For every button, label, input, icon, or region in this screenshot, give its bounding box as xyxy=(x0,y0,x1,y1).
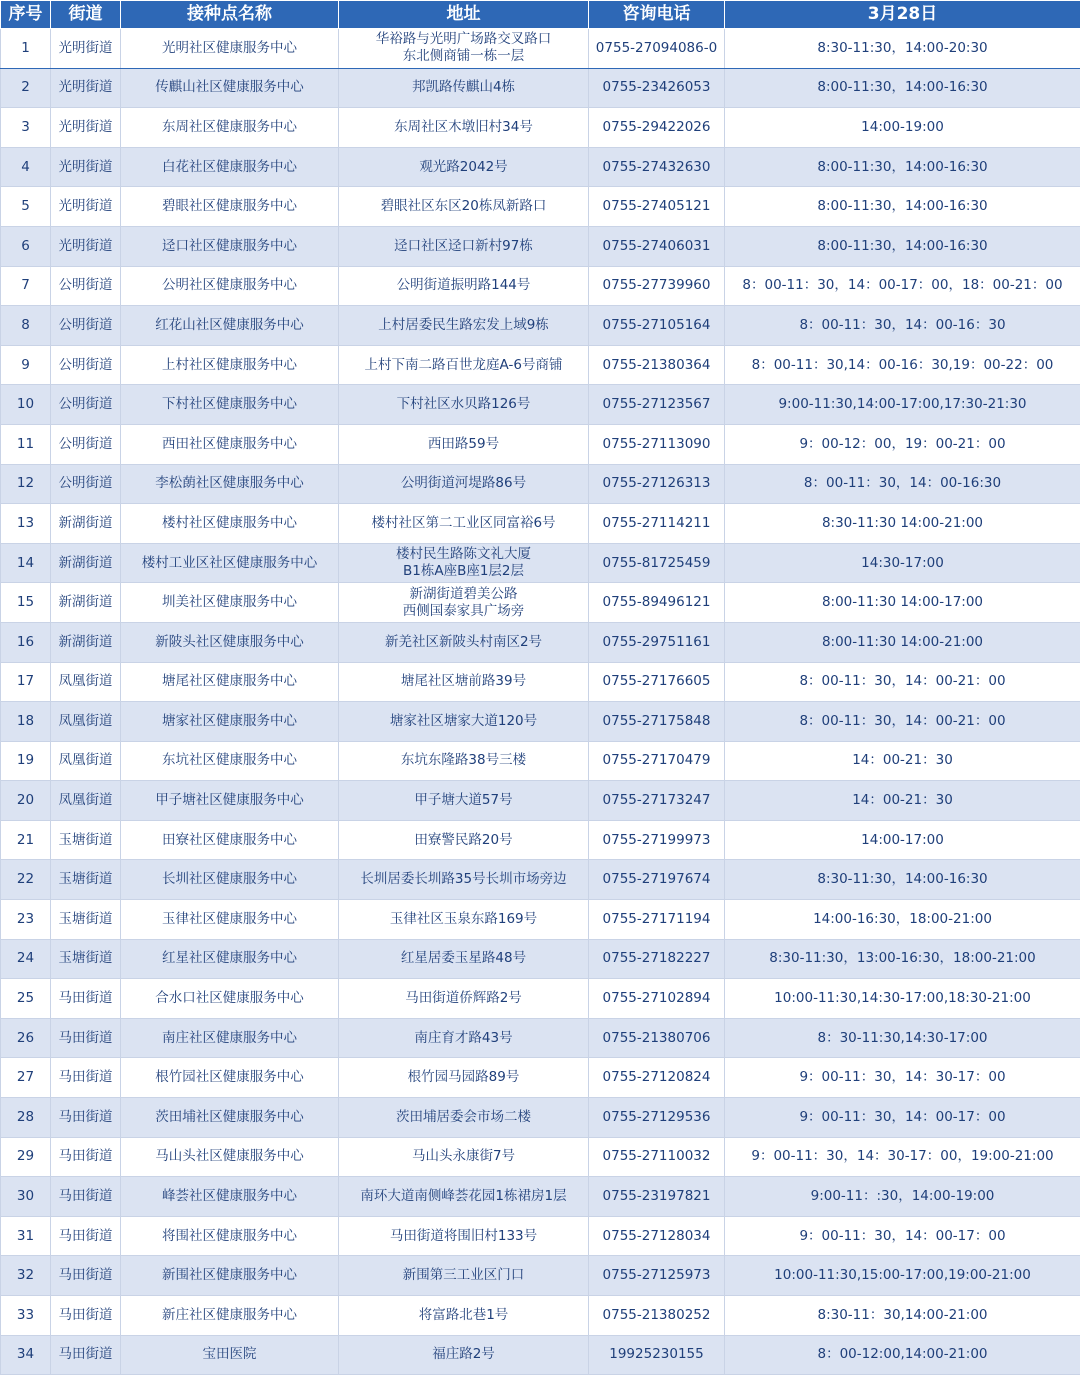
cell-address xyxy=(339,147,589,187)
cell-phone: 0755-27094086-0 xyxy=(589,29,725,69)
cell-phone: 0755-27113090 xyxy=(589,424,725,464)
cell-phone: 0755-21380252 xyxy=(589,1296,725,1336)
cell-hours: 14:00-19:00 xyxy=(725,108,1080,148)
table-row xyxy=(1,226,1080,266)
cell-no: 5 xyxy=(1,187,51,227)
table-row xyxy=(1,29,1080,69)
cell-phone: 0755-27176605 xyxy=(589,662,725,702)
cell-address xyxy=(339,543,589,583)
table-row xyxy=(1,1098,1080,1138)
cell-hours: 14:00-16:30，18:00-21:00 xyxy=(725,900,1080,940)
cell-phone: 0755-27114211 xyxy=(589,504,725,544)
cell-site-name: 甲子塘社区健康服务中心 xyxy=(121,781,339,821)
cell-site-name: 红花山社区健康服务中心 xyxy=(121,306,339,346)
cell-phone: 0755-27110032 xyxy=(589,1137,725,1177)
cell-no: 3 xyxy=(1,108,51,148)
cell-site-name: 碧眼社区健康服务中心 xyxy=(121,187,339,227)
address-line: 塘家社区塘家大道120号 xyxy=(342,713,585,730)
address-line: 将富路北巷1号 xyxy=(342,1307,585,1324)
header-street: 街道 xyxy=(51,1,121,29)
cell-no: 2 xyxy=(1,68,51,108)
cell-site-name: 楼村社区健康服务中心 xyxy=(121,504,339,544)
cell-address xyxy=(339,583,589,623)
cell-address xyxy=(339,187,589,227)
cell-phone: 0755-27405121 xyxy=(589,187,725,227)
address-line: 公明街道振明路144号 xyxy=(342,277,585,294)
cell-phone: 0755-27126313 xyxy=(589,464,725,504)
cell-site-name: 上村社区健康服务中心 xyxy=(121,345,339,385)
header-no: 序号 xyxy=(1,1,51,29)
cell-no: 11 xyxy=(1,424,51,464)
cell-street: 新湖街道 xyxy=(51,583,121,623)
cell-address xyxy=(339,702,589,742)
cell-street: 凤凰街道 xyxy=(51,662,121,702)
cell-site-name: 新陂头社区健康服务中心 xyxy=(121,622,339,662)
cell-phone: 0755-89496121 xyxy=(589,583,725,623)
cell-no: 17 xyxy=(1,662,51,702)
cell-phone: 0755-29422026 xyxy=(589,108,725,148)
cell-hours: 8:30-11:30，14:00-20:30 xyxy=(725,29,1080,69)
header-phone: 咨询电话 xyxy=(589,1,725,29)
cell-site-name: 根竹园社区健康服务中心 xyxy=(121,1058,339,1098)
cell-address xyxy=(339,345,589,385)
cell-no: 29 xyxy=(1,1137,51,1177)
table-row xyxy=(1,68,1080,108)
address-line: 下村社区水贝路126号 xyxy=(342,396,585,413)
header-row xyxy=(1,1,1080,29)
address-line: B1栋A座B座1层2层 xyxy=(342,563,585,580)
cell-no: 31 xyxy=(1,1216,51,1256)
cell-no: 27 xyxy=(1,1058,51,1098)
cell-phone: 0755-27120824 xyxy=(589,1058,725,1098)
cell-address xyxy=(339,1216,589,1256)
table-row xyxy=(1,939,1080,979)
cell-address xyxy=(339,1137,589,1177)
cell-site-name: 李松蓢社区健康服务中心 xyxy=(121,464,339,504)
cell-site-name: 宝田医院 xyxy=(121,1335,339,1375)
cell-hours: 8:00-11:30，14:00-16:30 xyxy=(725,68,1080,108)
cell-no: 24 xyxy=(1,939,51,979)
cell-no: 1 xyxy=(1,29,51,69)
table-row xyxy=(1,741,1080,781)
cell-site-name: 长圳社区健康服务中心 xyxy=(121,860,339,900)
cell-street: 马田街道 xyxy=(51,1296,121,1336)
cell-no: 16 xyxy=(1,622,51,662)
cell-hours: 14:00-17:00 xyxy=(725,820,1080,860)
cell-phone: 0755-27197674 xyxy=(589,860,725,900)
cell-no: 23 xyxy=(1,900,51,940)
cell-no: 33 xyxy=(1,1296,51,1336)
table-row xyxy=(1,662,1080,702)
cell-hours: 9：00-11：30，14：00-17：00 xyxy=(725,1098,1080,1138)
cell-no: 30 xyxy=(1,1177,51,1217)
address-line: 楼村社区第二工业区同富裕6号 xyxy=(342,515,585,532)
address-line: 西侧国泰家具广场旁 xyxy=(342,603,585,620)
cell-street: 新湖街道 xyxy=(51,622,121,662)
table-row xyxy=(1,504,1080,544)
cell-address xyxy=(339,504,589,544)
cell-address xyxy=(339,385,589,425)
cell-phone: 0755-27182227 xyxy=(589,939,725,979)
table-row xyxy=(1,820,1080,860)
address-line: 田寮警民路20号 xyxy=(342,832,585,849)
cell-site-name: 红星社区健康服务中心 xyxy=(121,939,339,979)
cell-phone: 0755-27739960 xyxy=(589,266,725,306)
cell-site-name: 迳口社区健康服务中心 xyxy=(121,226,339,266)
cell-street: 公明街道 xyxy=(51,266,121,306)
cell-hours: 8:30-11:30，13:00-16:30，18:00-21:00 xyxy=(725,939,1080,979)
address-line: 马田街道侨辉路2号 xyxy=(342,990,585,1007)
cell-hours: 8：00-11：30，14：00-16:30 xyxy=(725,464,1080,504)
table-row xyxy=(1,781,1080,821)
table-row xyxy=(1,979,1080,1019)
cell-phone: 0755-27129536 xyxy=(589,1098,725,1138)
table-row xyxy=(1,147,1080,187)
cell-street: 新湖街道 xyxy=(51,504,121,544)
cell-street: 玉塘街道 xyxy=(51,939,121,979)
cell-address xyxy=(339,979,589,1019)
table-row xyxy=(1,1137,1080,1177)
cell-street: 公明街道 xyxy=(51,424,121,464)
address-line: 玉律社区玉泉东路169号 xyxy=(342,911,585,928)
cell-hours: 8：00-11：30，14：00-16：30 xyxy=(725,306,1080,346)
address-line: 甲子塘大道57号 xyxy=(342,792,585,809)
table-row xyxy=(1,266,1080,306)
cell-address xyxy=(339,900,589,940)
table-row xyxy=(1,1177,1080,1217)
table-row xyxy=(1,306,1080,346)
cell-street: 光明街道 xyxy=(51,187,121,227)
cell-address xyxy=(339,226,589,266)
cell-no: 10 xyxy=(1,385,51,425)
cell-hours: 9：00-12：00，19：00-21：00 xyxy=(725,424,1080,464)
cell-street: 公明街道 xyxy=(51,385,121,425)
table-row xyxy=(1,900,1080,940)
address-line: 邦凯路传麒山4栋 xyxy=(342,79,585,96)
cell-hours: 10:00-11:30,14:30-17:00,18:30-21:00 xyxy=(725,979,1080,1019)
header-site-name: 接种点名称 xyxy=(121,1,339,29)
cell-address xyxy=(339,1177,589,1217)
cell-hours: 8:30-11:30 14:00-21:00 xyxy=(725,504,1080,544)
cell-street: 马田街道 xyxy=(51,1335,121,1375)
cell-address xyxy=(339,306,589,346)
table-row xyxy=(1,345,1080,385)
cell-street: 马田街道 xyxy=(51,979,121,1019)
address-line: 楼村民生路陈文礼大厦 xyxy=(342,546,585,563)
cell-no: 15 xyxy=(1,583,51,623)
cell-no: 25 xyxy=(1,979,51,1019)
cell-phone: 0755-27123567 xyxy=(589,385,725,425)
cell-hours: 8:00-11:30 14:00-17:00 xyxy=(725,583,1080,623)
cell-street: 玉塘街道 xyxy=(51,900,121,940)
address-line: 新羌社区新陂头村南区2号 xyxy=(342,634,585,651)
address-line: 塘尾社区塘前路39号 xyxy=(342,673,585,690)
table-row xyxy=(1,583,1080,623)
cell-site-name: 公明社区健康服务中心 xyxy=(121,266,339,306)
cell-site-name: 茨田埔社区健康服务中心 xyxy=(121,1098,339,1138)
cell-hours: 8:00-11:30，14:00-16:30 xyxy=(725,187,1080,227)
cell-street: 马田街道 xyxy=(51,1018,121,1058)
table-row xyxy=(1,1335,1080,1375)
cell-street: 凤凰街道 xyxy=(51,741,121,781)
cell-hours: 8:00-11:30，14:00-16:30 xyxy=(725,147,1080,187)
cell-hours: 9：00-11：30，14：30-17：00，19:00-21:00 xyxy=(725,1137,1080,1177)
cell-phone: 0755-27105164 xyxy=(589,306,725,346)
cell-street: 马田街道 xyxy=(51,1177,121,1217)
address-line: 南环大道南侧峰荟花园1栋裙房1层 xyxy=(342,1188,585,1205)
cell-phone: 0755-27128034 xyxy=(589,1216,725,1256)
cell-address xyxy=(339,1335,589,1375)
cell-phone: 0755-27171194 xyxy=(589,900,725,940)
table-row xyxy=(1,385,1080,425)
cell-address xyxy=(339,68,589,108)
cell-hours: 10:00-11:30,15:00-17:00,19:00-21:00 xyxy=(725,1256,1080,1296)
cell-hours: 8：00-11：30，14：00-21：00 xyxy=(725,662,1080,702)
cell-hours: 9：00-11：30，14：00-17：00 xyxy=(725,1216,1080,1256)
cell-no: 13 xyxy=(1,504,51,544)
cell-street: 马田街道 xyxy=(51,1098,121,1138)
cell-site-name: 合水口社区健康服务中心 xyxy=(121,979,339,1019)
address-line: 根竹园马园路89号 xyxy=(342,1069,585,1086)
cell-hours: 14：00-21：30 xyxy=(725,741,1080,781)
address-line: 上村下南二路百世龙庭A-6号商铺 xyxy=(342,357,585,374)
address-line: 红星居委玉星路48号 xyxy=(342,950,585,967)
address-line: 西田路59号 xyxy=(342,436,585,453)
address-line: 马山头永康街7号 xyxy=(342,1148,585,1165)
cell-hours: 8：00-11：30，14：00-17：00，18：00-21：00 xyxy=(725,266,1080,306)
cell-site-name: 南庄社区健康服务中心 xyxy=(121,1018,339,1058)
cell-site-name: 田寮社区健康服务中心 xyxy=(121,820,339,860)
table-row xyxy=(1,424,1080,464)
cell-street: 公明街道 xyxy=(51,345,121,385)
cell-no: 32 xyxy=(1,1256,51,1296)
address-line: 碧眼社区东区20栋凤新路口 xyxy=(342,198,585,215)
cell-hours: 9：00-11：30，14：30-17：00 xyxy=(725,1058,1080,1098)
cell-hours: 8:00-11:30 14:00-21:00 xyxy=(725,622,1080,662)
address-line: 东周社区木墩旧村34号 xyxy=(342,119,585,136)
address-line: 新围第三工业区门口 xyxy=(342,1267,585,1284)
cell-street: 公明街道 xyxy=(51,464,121,504)
cell-address xyxy=(339,266,589,306)
cell-phone: 0755-27102894 xyxy=(589,979,725,1019)
table-body xyxy=(1,29,1080,1375)
cell-no: 26 xyxy=(1,1018,51,1058)
cell-address xyxy=(339,1058,589,1098)
cell-site-name: 塘尾社区健康服务中心 xyxy=(121,662,339,702)
cell-address xyxy=(339,860,589,900)
cell-address xyxy=(339,29,589,69)
address-line: 南庄育才路43号 xyxy=(342,1030,585,1047)
cell-address xyxy=(339,1018,589,1058)
address-line: 上村居委民生路宏发上域9栋 xyxy=(342,317,585,334)
address-line: 福庄路2号 xyxy=(342,1346,585,1363)
cell-no: 22 xyxy=(1,860,51,900)
table-row xyxy=(1,1058,1080,1098)
cell-address xyxy=(339,820,589,860)
cell-street: 光明街道 xyxy=(51,147,121,187)
table-row xyxy=(1,1018,1080,1058)
address-line: 新湖街道碧美公路 xyxy=(342,586,585,603)
cell-street: 玉塘街道 xyxy=(51,820,121,860)
cell-hours: 8:30-11:30，14:00-16:30 xyxy=(725,860,1080,900)
cell-no: 19 xyxy=(1,741,51,781)
cell-address xyxy=(339,1098,589,1138)
cell-no: 34 xyxy=(1,1335,51,1375)
cell-phone: 0755-23197821 xyxy=(589,1177,725,1217)
cell-no: 28 xyxy=(1,1098,51,1138)
cell-street: 光明街道 xyxy=(51,108,121,148)
address-line: 观光路2042号 xyxy=(342,159,585,176)
address-line: 公明街道河堤路86号 xyxy=(342,475,585,492)
cell-hours: 8：00-11：30,14：00-16：30,19：00-22：00 xyxy=(725,345,1080,385)
header-address: 地址 xyxy=(339,1,589,29)
cell-no: 20 xyxy=(1,781,51,821)
cell-no: 21 xyxy=(1,820,51,860)
table-row xyxy=(1,1256,1080,1296)
cell-street: 马田街道 xyxy=(51,1137,121,1177)
cell-address xyxy=(339,464,589,504)
cell-street: 凤凰街道 xyxy=(51,781,121,821)
cell-hours: 9:00-11：:30，14:00-19:00 xyxy=(725,1177,1080,1217)
cell-phone: 0755-21380706 xyxy=(589,1018,725,1058)
table-header xyxy=(1,1,1080,29)
cell-phone: 0755-27432630 xyxy=(589,147,725,187)
cell-address xyxy=(339,1296,589,1336)
cell-street: 光明街道 xyxy=(51,226,121,266)
cell-phone: 0755-27199973 xyxy=(589,820,725,860)
cell-site-name: 西田社区健康服务中心 xyxy=(121,424,339,464)
cell-phone: 0755-27406031 xyxy=(589,226,725,266)
table-row xyxy=(1,108,1080,148)
cell-site-name: 下村社区健康服务中心 xyxy=(121,385,339,425)
cell-street: 马田街道 xyxy=(51,1216,121,1256)
cell-street: 新湖街道 xyxy=(51,543,121,583)
cell-no: 9 xyxy=(1,345,51,385)
address-line: 东北侧商铺一栋一层 xyxy=(342,48,585,65)
table-row xyxy=(1,543,1080,583)
cell-site-name: 将围社区健康服务中心 xyxy=(121,1216,339,1256)
cell-no: 6 xyxy=(1,226,51,266)
cell-phone: 0755-27175848 xyxy=(589,702,725,742)
cell-no: 7 xyxy=(1,266,51,306)
address-line: 迳口社区迳口新村97栋 xyxy=(342,238,585,255)
address-line: 长圳居委长圳路35号长圳市场旁边 xyxy=(342,871,585,888)
cell-address xyxy=(339,1256,589,1296)
cell-street: 马田街道 xyxy=(51,1058,121,1098)
cell-no: 18 xyxy=(1,702,51,742)
cell-address xyxy=(339,781,589,821)
cell-no: 12 xyxy=(1,464,51,504)
cell-phone: 0755-27173247 xyxy=(589,781,725,821)
cell-phone: 0755-27125973 xyxy=(589,1256,725,1296)
cell-phone: 0755-21380364 xyxy=(589,345,725,385)
cell-site-name: 东坑社区健康服务中心 xyxy=(121,741,339,781)
cell-address xyxy=(339,741,589,781)
cell-street: 公明街道 xyxy=(51,306,121,346)
cell-site-name: 光明社区健康服务中心 xyxy=(121,29,339,69)
table-row xyxy=(1,1216,1080,1256)
cell-phone: 0755-81725459 xyxy=(589,543,725,583)
cell-hours: 8:30-11：30,14:00-21:00 xyxy=(725,1296,1080,1336)
cell-hours: 8：00-11：30，14：00-21：00 xyxy=(725,702,1080,742)
cell-hours: 14：00-21：30 xyxy=(725,781,1080,821)
cell-no: 4 xyxy=(1,147,51,187)
cell-phone: 0755-23426053 xyxy=(589,68,725,108)
address-line: 茨田埔居委会市场二楼 xyxy=(342,1109,585,1126)
cell-hours: 8：30-11:30,14:30-17:00 xyxy=(725,1018,1080,1058)
cell-street: 光明街道 xyxy=(51,29,121,69)
address-line: 华裕路与光明广场路交叉路口 xyxy=(342,31,585,48)
cell-hours: 8:00-11:30，14:00-16:30 xyxy=(725,226,1080,266)
cell-site-name: 楼村工业区社区健康服务中心 xyxy=(121,543,339,583)
cell-site-name: 东周社区健康服务中心 xyxy=(121,108,339,148)
cell-address xyxy=(339,939,589,979)
cell-phone: 19925230155 xyxy=(589,1335,725,1375)
cell-no: 14 xyxy=(1,543,51,583)
cell-site-name: 塘家社区健康服务中心 xyxy=(121,702,339,742)
cell-site-name: 马山头社区健康服务中心 xyxy=(121,1137,339,1177)
table-row xyxy=(1,622,1080,662)
cell-site-name: 新庄社区健康服务中心 xyxy=(121,1296,339,1336)
cell-address xyxy=(339,424,589,464)
cell-phone: 0755-29751161 xyxy=(589,622,725,662)
cell-address xyxy=(339,622,589,662)
cell-site-name: 白花社区健康服务中心 xyxy=(121,147,339,187)
cell-hours: 14:30-17:00 xyxy=(725,543,1080,583)
cell-phone: 0755-27170479 xyxy=(589,741,725,781)
cell-site-name: 峰荟社区健康服务中心 xyxy=(121,1177,339,1217)
cell-no: 8 xyxy=(1,306,51,346)
cell-street: 凤凰街道 xyxy=(51,702,121,742)
cell-address xyxy=(339,108,589,148)
cell-address xyxy=(339,662,589,702)
cell-site-name: 新围社区健康服务中心 xyxy=(121,1256,339,1296)
table-row xyxy=(1,860,1080,900)
address-line: 马田街道将围旧村133号 xyxy=(342,1228,585,1245)
cell-site-name: 玉律社区健康服务中心 xyxy=(121,900,339,940)
cell-hours: 8：00-12:00,14:00-21:00 xyxy=(725,1335,1080,1375)
address-line: 东坑东隆路38号三楼 xyxy=(342,752,585,769)
header-date: 3月28日 xyxy=(725,1,1080,29)
table-row xyxy=(1,702,1080,742)
cell-hours: 9:00-11:30,14:00-17:00,17:30-21:30 xyxy=(725,385,1080,425)
cell-site-name: 传麒山社区健康服务中心 xyxy=(121,68,339,108)
table-row xyxy=(1,464,1080,504)
table-row xyxy=(1,187,1080,227)
cell-street: 光明街道 xyxy=(51,68,121,108)
table-row xyxy=(1,1296,1080,1336)
cell-street: 玉塘街道 xyxy=(51,860,121,900)
cell-street: 马田街道 xyxy=(51,1256,121,1296)
cell-site-name: 圳美社区健康服务中心 xyxy=(121,583,339,623)
